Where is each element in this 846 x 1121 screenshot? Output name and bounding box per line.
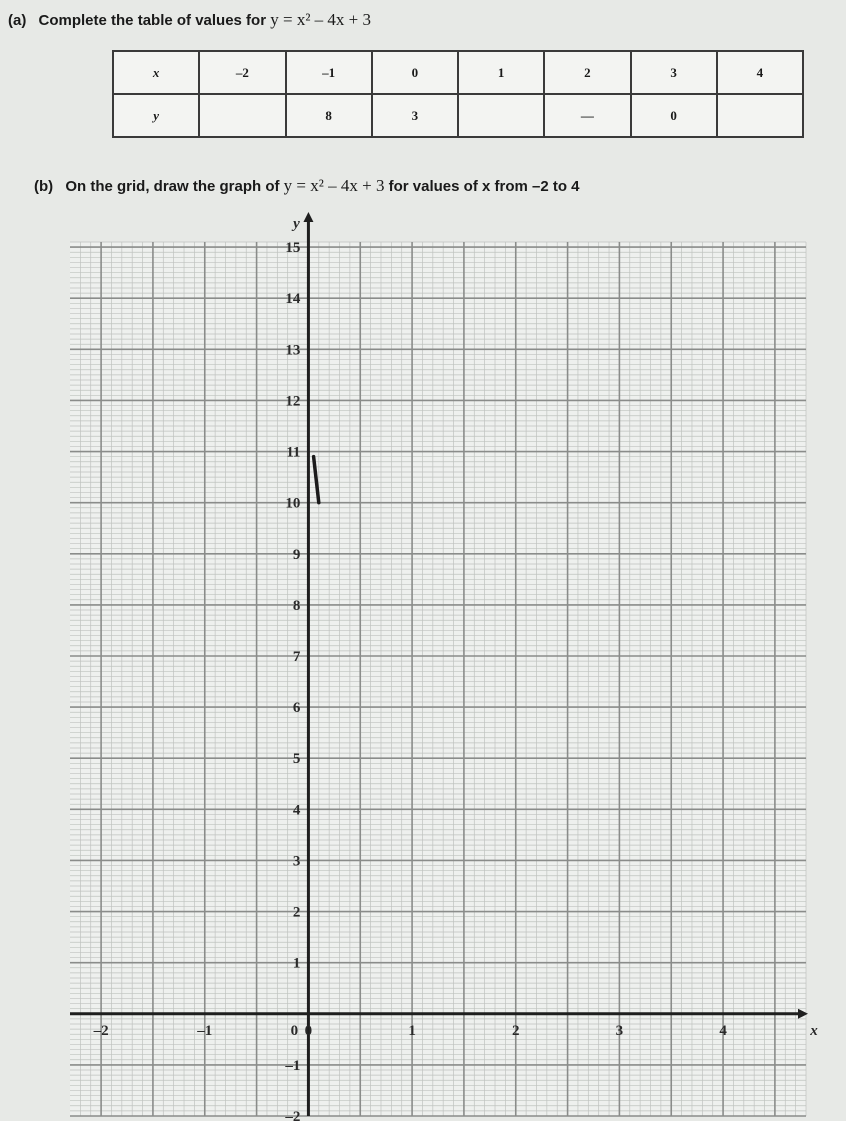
y-axis-arrow-icon — [303, 212, 313, 222]
table-cell-y-input[interactable] — [458, 94, 544, 137]
table-row-x — [113, 51, 803, 94]
y-tick-label: 14 — [285, 291, 301, 308]
table-row-y — [113, 94, 803, 137]
question-b-text-after: for values of x from –2 to 4 — [388, 178, 580, 195]
y-tick-label: 2 — [292, 904, 301, 921]
table-cell-x: 4 — [717, 51, 803, 94]
table-cell-x: 0 — [372, 51, 458, 94]
question-b-text: On the grid, draw the graph of — [65, 178, 280, 195]
table-cell-y: 0 — [631, 94, 717, 137]
x-axis-name: x — [810, 1022, 818, 1039]
y-tick-label: 8 — [292, 597, 301, 614]
y-tick-label: 5 — [292, 751, 301, 768]
y-tick-label: 12 — [285, 393, 301, 410]
y-tick-label: –1 — [285, 1057, 301, 1074]
table-cell-x: 1 — [458, 51, 544, 94]
graph-grid[interactable] — [0, 205, 846, 1121]
table-header-x: x — [113, 51, 199, 94]
y-tick-label: 9 — [292, 546, 301, 563]
y-tick-label: 7 — [292, 649, 301, 665]
question-b-label: (b) — [34, 178, 54, 195]
question-a-equation: y = x² – 4x + 3 — [270, 10, 372, 29]
question-a-label: (a) — [8, 12, 27, 29]
table-cell-x: –1 — [286, 51, 372, 94]
x-tick-label: 4 — [719, 1022, 727, 1039]
question-b-equation: y = x² – 4x + 3 — [283, 176, 385, 195]
y-tick-label: 15 — [285, 240, 301, 257]
minor-grid — [70, 242, 806, 1116]
table-cell-x: –2 — [199, 51, 285, 94]
origin-label: 0 — [290, 1022, 299, 1039]
y-tick-label: 13 — [285, 342, 301, 359]
question-a-text: Complete the table of values for — [38, 12, 267, 29]
table-cell-x: 3 — [631, 51, 717, 94]
x-tick-label: –1 — [197, 1022, 213, 1039]
x-tick-label: 3 — [615, 1022, 624, 1039]
y-tick-label: 6 — [292, 700, 301, 717]
table-of-values — [112, 50, 804, 138]
y-axis-name: y — [293, 216, 300, 232]
y-tick-label: 1 — [292, 955, 301, 972]
table-cell-y: — — [544, 94, 630, 137]
x-tick-label: 2 — [511, 1022, 520, 1039]
table-cell-x: 2 — [544, 51, 630, 94]
question-b — [34, 176, 580, 196]
x-tick-label: 0 — [304, 1022, 313, 1039]
y-tick-label: 3 — [292, 853, 301, 870]
y-tick-label: 4 — [292, 802, 301, 819]
table-cell-y-input[interactable] — [717, 94, 803, 137]
y-tick-label: –2 — [285, 1109, 301, 1121]
x-tick-label: –2 — [93, 1022, 109, 1039]
x-tick-label: 1 — [408, 1022, 416, 1039]
table-cell-y-input[interactable] — [199, 94, 285, 137]
grid-background — [70, 242, 806, 1116]
y-tick-label: 10 — [285, 495, 301, 512]
table-cell-y: 3 — [372, 94, 458, 137]
table-cell-y: 8 — [286, 94, 372, 137]
question-a — [8, 10, 371, 30]
y-tick-label: 11 — [286, 444, 301, 461]
table-header-y: y — [113, 94, 199, 137]
